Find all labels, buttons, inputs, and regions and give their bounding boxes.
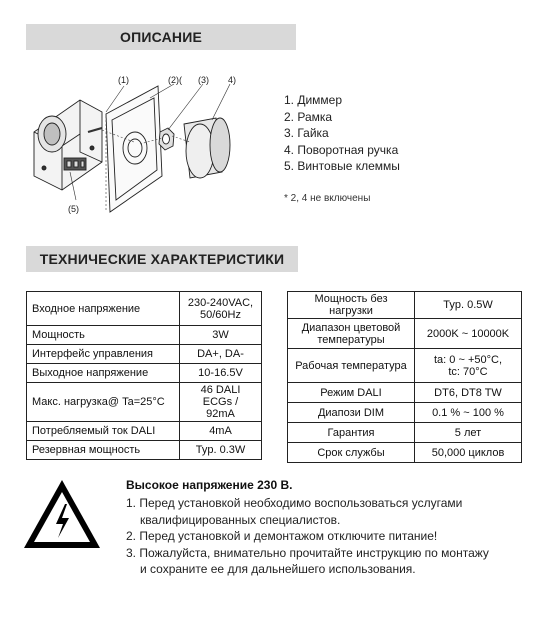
spec-label: Мощность — [27, 326, 180, 345]
high-voltage-warning-icon — [22, 478, 102, 550]
frame-illustration — [106, 86, 162, 212]
spec-label: Интерфейс управления — [27, 345, 180, 364]
list-item: 5. Винтовые клеммы — [284, 159, 400, 173]
list-item: 2. Рамка — [284, 109, 333, 124]
spec-value: Typ. 0.3W — [180, 441, 262, 460]
spec-value: Typ. 0.5W — [415, 292, 522, 319]
warning-title: Высокое напряжение 230 В. — [126, 478, 293, 492]
tech-specs-heading — [26, 246, 298, 272]
nut-illustration — [159, 128, 174, 150]
table-row — [288, 423, 522, 443]
table-row — [288, 383, 522, 403]
table-row — [27, 383, 262, 422]
spec-value: ta: 0 ~ +50°C, tc: 70°C — [415, 349, 522, 383]
table-row — [288, 443, 522, 463]
spec-label: Потребляемый ток DALI — [27, 422, 180, 441]
spec-value: 5 лет — [415, 423, 522, 443]
spec-label: Срок службы — [288, 443, 415, 463]
table-row — [27, 441, 262, 460]
list-item: 1. Диммер — [284, 93, 343, 107]
list-item: 1. Перед установкой необходимо воспользоваться услугами квалифицированных специалистов. — [126, 496, 463, 527]
specs-table-left — [26, 291, 262, 460]
callout-3: (3) — [198, 75, 209, 85]
spec-label: Мощность без нагрузки — [288, 292, 415, 319]
spec-label: Выходное напряжение — [27, 364, 180, 383]
not-included-note: * 2, 4 не включены — [284, 193, 371, 204]
list-item: 4. Поворотная ручка — [284, 142, 399, 157]
callout-5: (5) — [68, 204, 79, 214]
callout-4: 4) — [228, 75, 237, 85]
description-heading — [26, 24, 296, 50]
table-row — [27, 326, 262, 345]
spec-label: Гарантия — [288, 423, 415, 443]
dimmer-body-illustration — [34, 100, 102, 190]
dimmer-exploded-diagram — [22, 72, 262, 232]
spec-value: 2000K ~ 10000K — [415, 319, 522, 349]
spec-label: Диапазон цветовой температуры — [288, 319, 415, 349]
list-item: 2. Перед установкой и демонтажом отключите питание! — [126, 529, 438, 543]
spec-label: Входное напряжение — [27, 292, 180, 326]
description-heading-text: ОПИСАНИЕ — [120, 29, 202, 45]
knob-illustration — [184, 118, 230, 178]
warning-list — [126, 495, 526, 578]
spec-label: Диапози DIM — [288, 403, 415, 423]
spec-label: Рабочая температура — [288, 349, 415, 383]
specs-table-right — [287, 291, 522, 463]
spec-label: Резервная мощность — [27, 441, 180, 460]
table-row — [288, 292, 522, 319]
callout-2: (2)( — [168, 75, 182, 85]
table-row — [27, 422, 262, 441]
spec-label: Режим DALI — [288, 383, 415, 403]
table-row — [288, 319, 522, 349]
spec-value: 46 DALI ECGs / 92mA — [180, 383, 262, 422]
spec-value: 230-240VAC, 50/60Hz — [180, 292, 262, 326]
list-item: 3. Гайка — [284, 126, 329, 140]
list-item: 3. Пожалуйста, внимательно прочитайте инструкцию по монтажу и сохраните ее для дальнейшего использования. — [126, 545, 489, 576]
parts-list — [284, 92, 400, 175]
callout-1: (1) — [118, 75, 129, 85]
table-row — [27, 292, 262, 326]
spec-value: DA+, DA- — [180, 345, 262, 364]
spec-label: Макс. нагрузка@ Ta=25°C — [27, 383, 180, 422]
table-row — [288, 349, 522, 383]
table-row — [27, 364, 262, 383]
tech-specs-heading-text: ТЕХНИЧЕСКИЕ ХАРАКТЕРИСТИКИ — [39, 251, 285, 267]
table-row — [27, 345, 262, 364]
spec-value: 3W — [180, 326, 262, 345]
table-row — [288, 403, 522, 423]
spec-value: 50,000 циклов — [415, 443, 522, 463]
spec-value: 0.1 % ~ 100 % — [415, 403, 522, 423]
spec-value: DT6, DT8 TW — [415, 383, 522, 403]
spec-value: 4mA — [180, 422, 262, 441]
spec-value: 10-16.5V — [180, 364, 262, 383]
